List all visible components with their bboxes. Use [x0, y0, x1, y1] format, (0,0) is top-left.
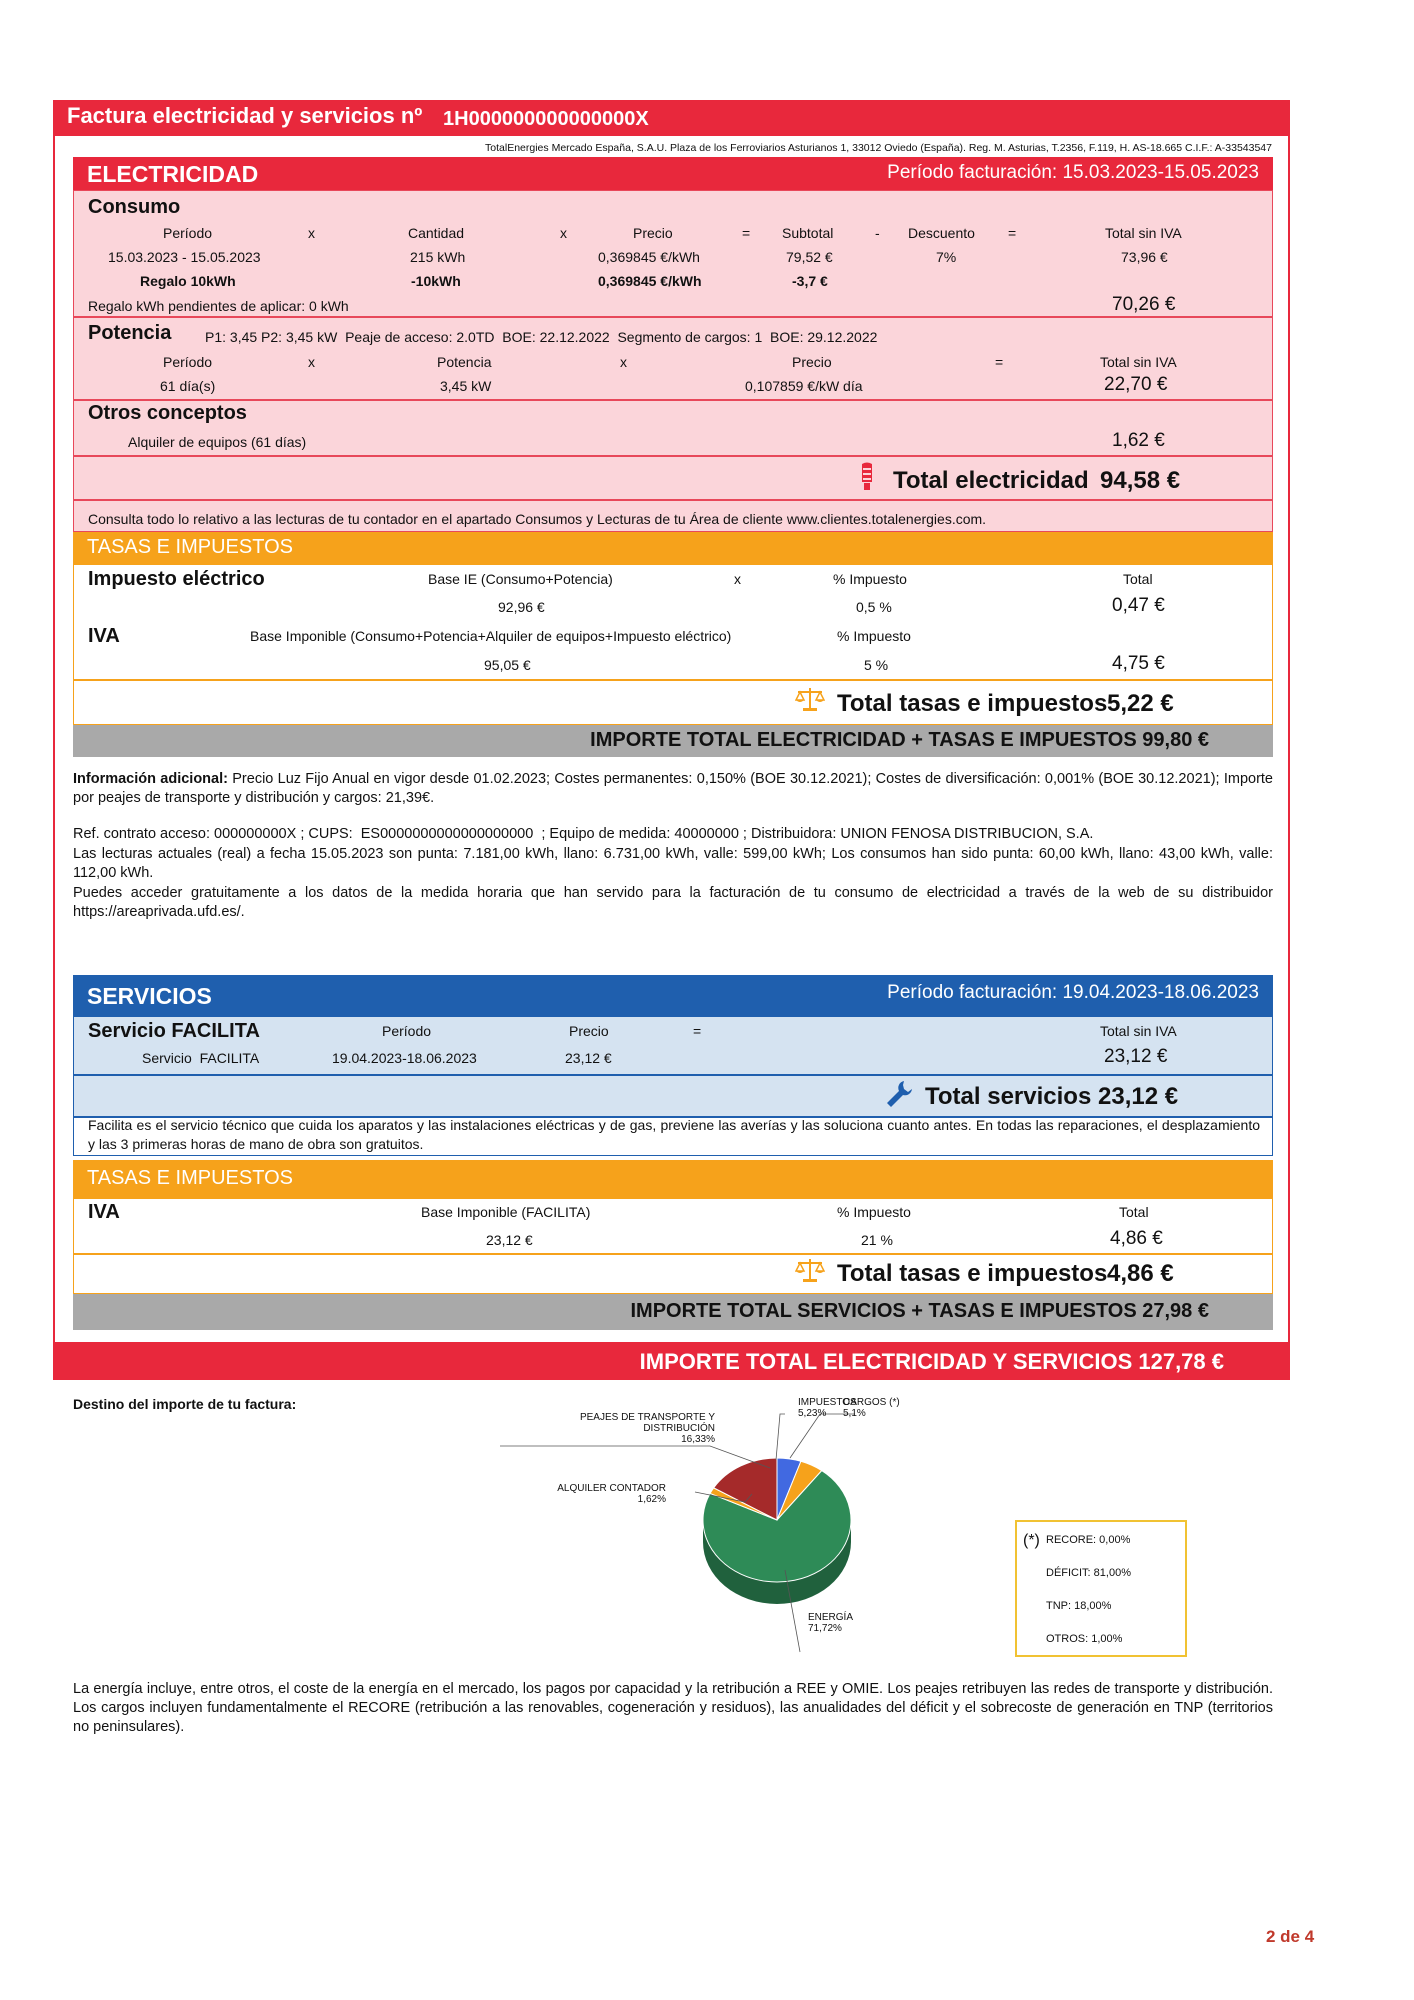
potencia-header-x1: x [308, 354, 315, 370]
total-servicios-block [73, 1075, 1273, 1117]
cargos-legend-item: RECORE: 0,00% [1046, 1534, 1131, 1546]
otros-item: Alquiler de equipos (61 días) [128, 434, 307, 450]
tasas-serv-block [73, 1198, 1273, 1254]
iva-serv-header-pct: % Impuesto [837, 1204, 911, 1220]
label-energia-name: ENERGÍA [808, 1612, 854, 1623]
label-cargos-value: 5,1% [843, 1408, 866, 1419]
label-cargos-name: CARGOS (*) [843, 1397, 900, 1408]
label-peajes-name: PEAJES DE TRANSPORTE Y DISTRIBUCIÓN [579, 1412, 715, 1434]
cargos-legend-item: TNP: 18,00% [1046, 1600, 1112, 1612]
consumo-row1-precio: 0,369845 €/kWh [598, 249, 700, 265]
potencia-row-potencia: 3,45 kW [440, 378, 492, 394]
consumo-pending: Regalo kWh pendientes de aplicar: 0 kWh [88, 298, 349, 314]
servicios-period: Período facturación: 19.04.2023-18.06.2023 [887, 982, 1259, 1003]
ie-header-x: x [734, 571, 741, 587]
iva-serv-base-value: 23,12 € [486, 1232, 533, 1248]
consumo-row2-label: Regalo 10kWh [140, 273, 236, 289]
label-peajes [515, 1412, 715, 1445]
potencia-header-precio: Precio [792, 354, 832, 370]
potencia-header-potencia: Potencia [437, 354, 492, 370]
facilita-header-precio: Precio [569, 1023, 609, 1039]
tasas-serv-title: TASAS E IMPUESTOS [87, 1167, 293, 1189]
ie-header-pct: % Impuesto [833, 571, 907, 587]
label-alquiler-name: ALQUILER CONTADOR [557, 1483, 666, 1494]
consumo-header-minus: - [875, 225, 880, 241]
iva-elec-base-value: 95,05 € [484, 657, 531, 673]
total-tasas-elec-label: Total tasas e impuestos [837, 690, 1108, 717]
electricidad-note: Consulta todo lo relativo a las lecturas de tu contador en el apartado Consumos y Lecturas de tu Área de cliente www.clientes.totalenergies.com. [88, 511, 987, 527]
ie-header-base: Base IE (Consumo+Potencia) [428, 571, 613, 587]
potencia-header-periodo: Período [163, 354, 213, 370]
consumo-row1-total: 73,96 € [1121, 249, 1168, 265]
consumo-row2-cantidad: -10kWh [411, 273, 461, 289]
iva-elec-total-value: 4,75 € [1112, 653, 1165, 674]
invoice-title: Factura electricidad y servicios nº [67, 103, 423, 128]
consumo-header-total: Total sin IVA [1105, 225, 1182, 241]
iva-serv-header-base: Base Imponible (FACILITA) [421, 1204, 591, 1220]
potencia-header-eq: = [995, 354, 1004, 370]
consumo-header-periodo: Período [163, 225, 213, 241]
total-tasas-elec-value: 5,22 € [1107, 690, 1174, 717]
tasas-elec-header [73, 532, 1273, 564]
consumo-header-x2: x [560, 225, 567, 241]
consumo-total: 70,26 € [1112, 294, 1176, 315]
consumo-title: Consumo [88, 196, 181, 218]
facilita-row-total: 23,12 € [1104, 1046, 1168, 1067]
ie-pct-value: 0,5 % [856, 599, 892, 615]
iva-elec-header-pct: % Impuesto [837, 628, 911, 644]
importe-total-electricidad: IMPORTE TOTAL ELECTRICIDAD + TASAS E IMPUESTOS 99,80 € [590, 729, 1209, 751]
importe-total-electricidad-bar [73, 725, 1273, 757]
invoice-header-bar [53, 100, 1290, 136]
informacion-adicional-text: Precio Luz Fijo Anual en vigor desde 01.02.2023; Costes permanentes: 0,150% (BOE 30.12.2021); Costes de diversificación: 0,001% (BOE 30.12.2021); Importe por peajes de transporte y distribución y cargos: 21,39€. [73, 771, 1273, 806]
tasas-serv-header [73, 1160, 1273, 1198]
company-info: TotalEnergies Mercado España, S.A.U. Plaza de los Ferroviarios Asturianos 1, 33012 Oviedo (España). Reg. M. Asturias, T.2356, F.119, H. AS-18.665 C.I.F.: A-33543547 [485, 142, 1272, 154]
consumo-header-eq2: = [1008, 225, 1017, 241]
pie-leader-line-2 [776, 1414, 785, 1460]
importe-total: IMPORTE TOTAL ELECTRICIDAD Y SERVICIOS 127,78 € [639, 1349, 1224, 1374]
wrench-icon [884, 1079, 914, 1109]
lecturas-info: Las lecturas actuales (real) a fecha 15.05.2023 son punta: 7.181,00 kWh, llano: 6.731,00 kWh, valle: 599,00 kWh; Los consumos han sido punta: 60,00 kWh, llano: 43,00 kWh, valle: 112,00 kWh. [73, 846, 1273, 881]
electricidad-period: Período facturación: 15.03.2023-15.05.2023 [887, 162, 1259, 183]
lightbulb-icon [858, 462, 876, 494]
label-energia-value: 71,72% [808, 1623, 842, 1634]
total-electricidad-value: 94,58 € [1100, 467, 1181, 494]
label-peajes-value: 16,33% [681, 1434, 715, 1445]
scale-icon [795, 686, 825, 712]
iva-serv-title: IVA [88, 1201, 120, 1223]
total-servicios-label: Total servicios [925, 1083, 1092, 1110]
tasas-elec-title: TASAS E IMPUESTOS [87, 536, 293, 558]
iva-elec-pct-value: 5 % [864, 657, 889, 673]
informacion-adicional-label: Información adicional: [73, 771, 228, 787]
facilita-header-total: Total sin IVA [1100, 1023, 1177, 1039]
electricidad-title: ELECTRICIDAD [87, 161, 259, 187]
electricidad-header [73, 157, 1273, 190]
importe-total-servicios: IMPORTE TOTAL SERVICIOS + TASAS E IMPUESTOS 27,98 € [630, 1300, 1209, 1322]
ie-total-value: 0,47 € [1112, 595, 1165, 616]
total-tasas-serv-label: Total tasas e impuestos [837, 1260, 1108, 1287]
potencia-row-precio: 0,107859 €/kW día [745, 378, 863, 394]
consumo-header-cantidad: Cantidad [408, 225, 465, 241]
facilita-row-name: Servicio FACILITA [142, 1050, 260, 1066]
invoice-number: 1H000000000000000X [443, 108, 649, 130]
facilita-row-precio: 23,12 € [565, 1050, 612, 1066]
iva-serv-header-total: Total [1119, 1204, 1149, 1220]
consumo-row1-periodo: 15.03.2023 - 15.05.2023 [108, 249, 261, 265]
facilita-header-eq: = [693, 1023, 702, 1039]
consumo-row2-subtotal: -3,7 € [792, 273, 828, 289]
facilita-title: Servicio FACILITA [88, 1020, 260, 1042]
label-impuestos-value: 5,23% [798, 1408, 827, 1419]
consumo-header-subtotal: Subtotal [782, 225, 834, 241]
page-number: 2 de 4 [1266, 1927, 1315, 1946]
iva-serv-total-value: 4,86 € [1110, 1228, 1163, 1249]
label-impuestos-name: IMPUESTOS [798, 1397, 857, 1408]
iva-serv-pct-value: 21 % [861, 1232, 893, 1248]
destino-title: Destino del importe de tu factura: [73, 1396, 297, 1412]
footer-explanation: La energía incluye, entre otros, el coste de la energía en el mercado, los pagos por capacidad y la retribución a REE y OMIE. Los peajes retribuyen las redes de transporte y distribución. Los cargos incluyen fundamentalmente el RECORE (retribución a las renovables, cogeneración y residuos), las anualidades del déficit y el sobrecoste de generación en TNP (territorios no peninsulares). [73, 1681, 1273, 1735]
servicios-note: Facilita es el servicio técnico que cuida los aparatos y las instalaciones eléctricas y de gas, previene las averías y las soluciona cuanto antes. En todas las reparaciones, el desplazamiento y las 3 primeras horas de mano de obra son gratuitos. [88, 1117, 1260, 1152]
pie-leader-line-0 [500, 1446, 770, 1468]
iva-elec-header-base: Base Imponible (Consumo+Potencia+Alquiler de equipos+Impuesto eléctrico) [250, 628, 732, 644]
acceso-info: Puedes acceder gratuitamente a los datos de la medida horaria que han servido para la facturación de tu consumo de electricidad a través de la web de su distribuidor https://areaprivada.ufd.es/. [73, 885, 1273, 920]
label-energia [808, 1612, 853, 1634]
consumo-header-eq1: = [742, 225, 751, 241]
potencia-header-total: Total sin IVA [1100, 354, 1177, 370]
ie-title: Impuesto eléctrico [88, 568, 265, 590]
importe-total-bar [53, 1342, 1290, 1380]
consumo-row1-cantidad: 215 kWh [410, 249, 466, 265]
label-alquiler [520, 1483, 666, 1505]
potencia-row-periodo: 61 día(s) [160, 378, 216, 394]
cargos-legend-star: (*) [1023, 1532, 1040, 1549]
potencia-row-total: 22,70 € [1104, 374, 1168, 395]
pie-leader-line-3 [790, 1414, 855, 1458]
total-tasas-serv-value: 4,86 € [1107, 1260, 1174, 1287]
cargos-legend-item: DÉFICIT: 81,00% [1046, 1567, 1131, 1579]
ie-header-total: Total [1123, 571, 1153, 587]
facilita-row-periodo: 19.04.2023-18.06.2023 [332, 1050, 477, 1066]
consumo-row1-subtotal: 79,52 € [786, 249, 833, 265]
total-servicios-value: 23,12 € [1098, 1083, 1179, 1110]
label-cargos [843, 1397, 900, 1419]
servicios-header [73, 975, 1273, 1016]
informacion-adicional [73, 770, 1273, 808]
total-electricidad-label: Total electricidad [893, 467, 1089, 494]
label-alquiler-value: 1,62% [637, 1494, 666, 1505]
consumo-header-precio: Precio [633, 225, 673, 241]
otros-title: Otros conceptos [88, 402, 247, 424]
otros-value: 1,62 € [1112, 430, 1165, 451]
cargos-legend-item: OTROS: 1,00% [1046, 1633, 1123, 1645]
iva-elec-title: IVA [88, 625, 120, 647]
ref-contrato: Ref. contrato acceso: 000000000X ; CUPS: ES0000000000000000000 ; Equipo de medida: 40000000 ; Distribuidora: UNION FENOSA DISTRIBUCION, S.A. [73, 826, 1094, 842]
importe-total-servicios-bar [73, 1294, 1273, 1330]
potencia-header-x2: x [620, 354, 627, 370]
scale-icon [795, 1257, 825, 1283]
ie-base-value: 92,96 € [498, 599, 545, 615]
consumo-header-descuento: Descuento [908, 225, 975, 241]
consumo-row2-precio: 0,369845 €/kWh [598, 273, 702, 289]
potencia-info: P1: 3,45 P2: 3,45 kW Peaje de acceso: 2.0TD BOE: 22.12.2022 Segmento de cargos: 1 BOE: 29.12.2022 [205, 329, 878, 345]
servicios-title: SERVICIOS [87, 983, 212, 1009]
total-electricidad-block [73, 456, 1273, 500]
consumo-row1-descuento: 7% [936, 249, 957, 265]
facilita-header-periodo: Período [382, 1023, 432, 1039]
potencia-title: Potencia [88, 322, 172, 344]
consumo-header-x1: x [308, 225, 315, 241]
